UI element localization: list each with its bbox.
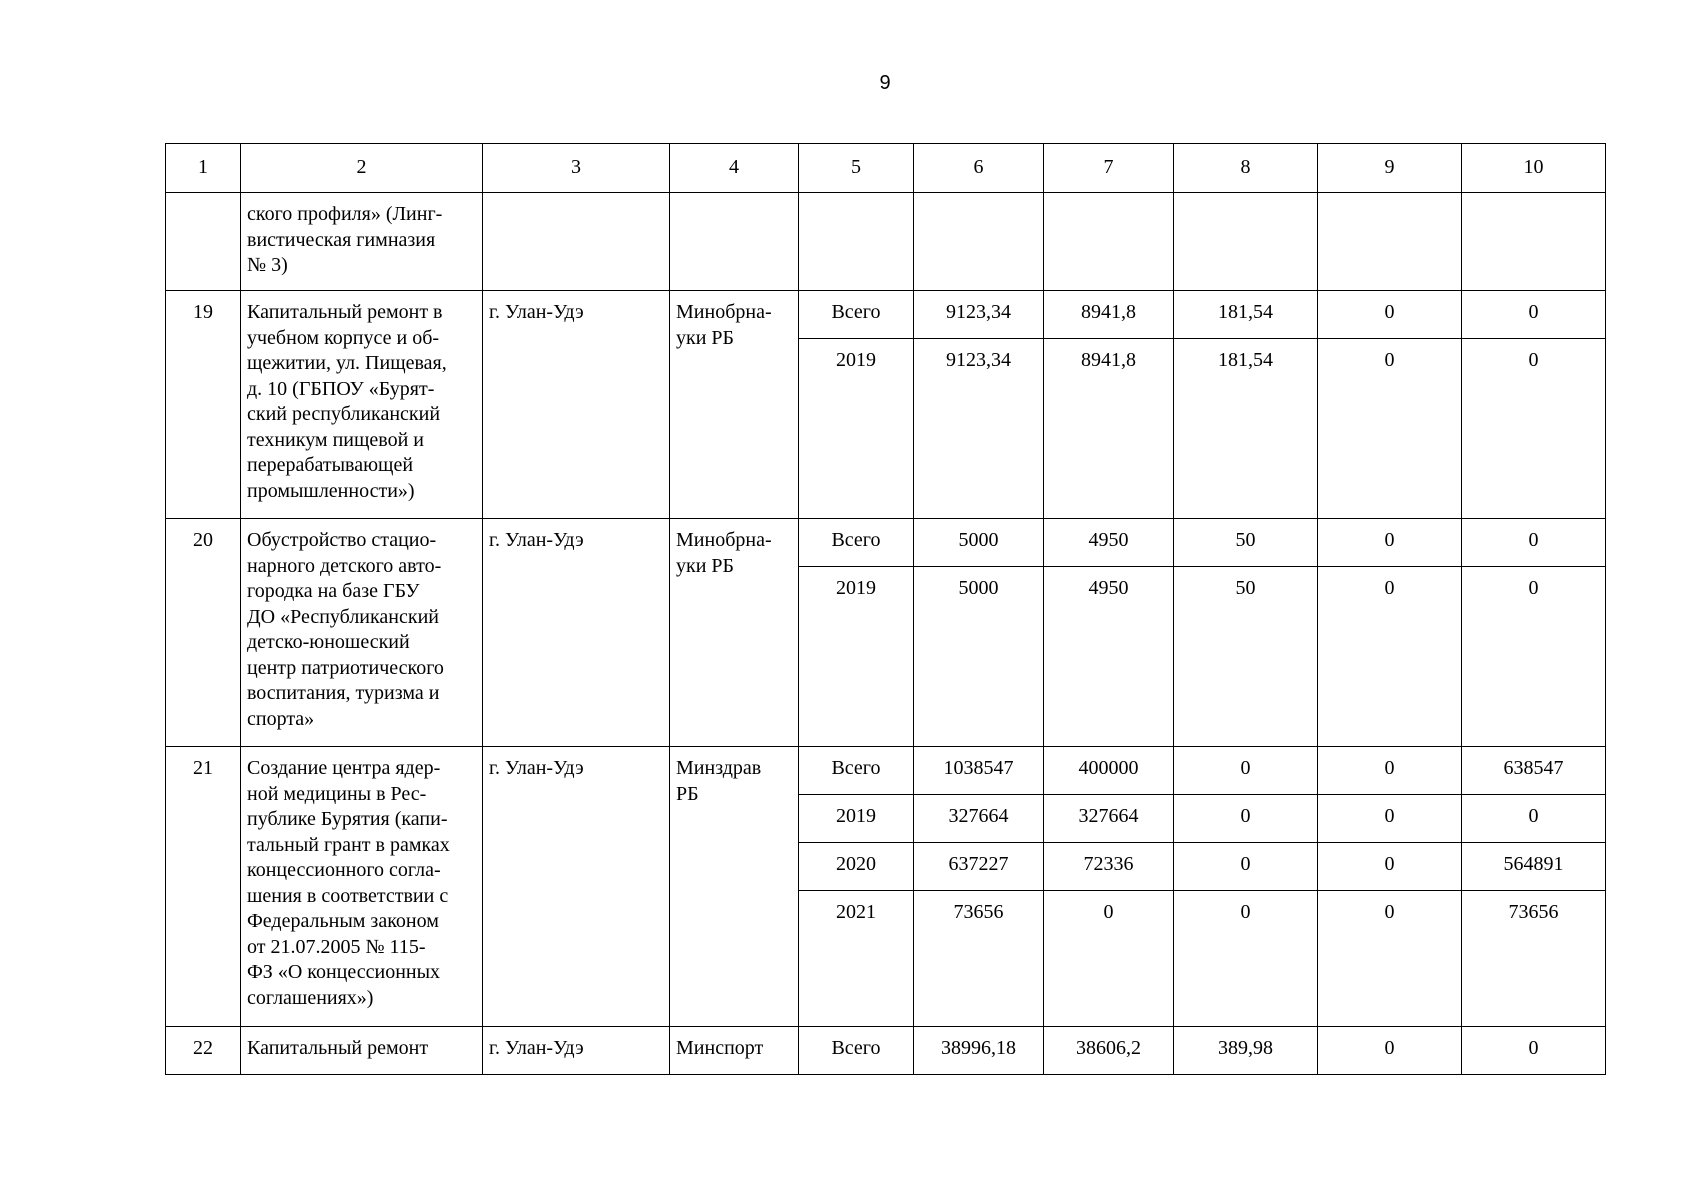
cell-period: Всего bbox=[799, 1027, 914, 1075]
cell-col6: 327664 bbox=[914, 795, 1044, 843]
cell-period: Всего bbox=[799, 747, 914, 795]
table-row bbox=[166, 519, 1606, 567]
name-line: концессионного согла- bbox=[247, 859, 441, 881]
cell-col7 bbox=[1044, 193, 1174, 291]
cell-col10 bbox=[1462, 193, 1606, 291]
name-line: воспитания, туризма и bbox=[247, 682, 440, 704]
header-cell: 5 bbox=[799, 144, 914, 193]
header-cell: 9 bbox=[1318, 144, 1462, 193]
cell-place: г. Улан-Удэ bbox=[483, 747, 670, 1027]
cell-name bbox=[241, 193, 483, 291]
name-line: д. 10 (ГБПОУ «Бурят- bbox=[247, 377, 435, 400]
cell-col9: 0 bbox=[1318, 519, 1462, 567]
name-line: спорта» bbox=[247, 707, 315, 730]
cell-org bbox=[670, 519, 799, 747]
cell-col8: 181,54 bbox=[1174, 291, 1318, 339]
cell-col8: 0 bbox=[1174, 891, 1318, 1027]
cell-col7: 38606,2 bbox=[1044, 1027, 1174, 1075]
table-row bbox=[166, 747, 1606, 795]
cell-col6: 73656 bbox=[914, 891, 1044, 1027]
cell-col6: 5000 bbox=[914, 519, 1044, 567]
name-line: публике Бурятия (капи- bbox=[247, 808, 448, 830]
name-line: Создание центра ядер- bbox=[247, 757, 441, 779]
continuation-row bbox=[166, 193, 1606, 291]
name-line: Федеральным законом bbox=[247, 910, 439, 932]
cell-col6: 637227 bbox=[914, 843, 1044, 891]
program-table bbox=[165, 143, 1606, 1075]
cell-col9: 0 bbox=[1318, 891, 1462, 1027]
header-cell: 3 bbox=[483, 144, 670, 193]
org-line: уки РБ bbox=[676, 554, 735, 577]
cell-org bbox=[670, 193, 799, 291]
cell-col8: 50 bbox=[1174, 567, 1318, 747]
name-line: ского профиля» (Линг- bbox=[247, 203, 443, 225]
cell-name bbox=[241, 1027, 483, 1075]
cell-col7: 8941,8 bbox=[1044, 339, 1174, 519]
cell-col9: 0 bbox=[1318, 567, 1462, 747]
cell-col7: 327664 bbox=[1044, 795, 1174, 843]
cell-period: 2019 bbox=[799, 795, 914, 843]
table-header-row bbox=[166, 144, 1606, 193]
cell-place: г. Улан-Удэ bbox=[483, 291, 670, 519]
org-line: уки РБ bbox=[676, 326, 735, 349]
cell-org bbox=[670, 747, 799, 1027]
cell-col6: 5000 bbox=[914, 567, 1044, 747]
cell-period: 2020 bbox=[799, 843, 914, 891]
header-cell: 6 bbox=[914, 144, 1044, 193]
name-line: учебном корпусе и об- bbox=[247, 326, 440, 349]
name-line: соглашениях») bbox=[247, 986, 374, 1009]
cell-period: Всего bbox=[799, 519, 914, 567]
cell-name bbox=[241, 519, 483, 747]
name-line: промышленности») bbox=[247, 479, 415, 502]
org-line: Минобрна- bbox=[676, 529, 772, 551]
cell-number: 22 bbox=[166, 1027, 241, 1075]
header-cell: 7 bbox=[1044, 144, 1174, 193]
org-line: Минздрав bbox=[676, 757, 762, 779]
cell-col9: 0 bbox=[1318, 1027, 1462, 1075]
cell-number: 20 bbox=[166, 519, 241, 747]
cell-col10: 0 bbox=[1462, 339, 1606, 519]
cell-col10: 0 bbox=[1462, 567, 1606, 747]
cell-org bbox=[670, 291, 799, 519]
org-line: Минобрна- bbox=[676, 301, 772, 323]
cell-number bbox=[166, 193, 241, 291]
cell-col7: 400000 bbox=[1044, 747, 1174, 795]
cell-number: 19 bbox=[166, 291, 241, 519]
cell-col8: 0 bbox=[1174, 843, 1318, 891]
cell-col8: 0 bbox=[1174, 795, 1318, 843]
cell-col10: 0 bbox=[1462, 795, 1606, 843]
table-row bbox=[166, 291, 1606, 339]
name-line: Капитальный ремонт в bbox=[247, 301, 443, 323]
cell-col10: 0 bbox=[1462, 519, 1606, 567]
name-line: вистическая гимназия bbox=[247, 228, 436, 251]
org-line: РБ bbox=[676, 782, 699, 805]
name-line: техникум пищевой и bbox=[247, 428, 424, 451]
cell-col9: 0 bbox=[1318, 795, 1462, 843]
cell-place bbox=[483, 193, 670, 291]
cell-col6: 9123,34 bbox=[914, 291, 1044, 339]
table-row bbox=[166, 1027, 1606, 1075]
cell-period: 2019 bbox=[799, 339, 914, 519]
name-line: от 21.07.2005 № 115- bbox=[247, 935, 426, 958]
cell-col8: 181,54 bbox=[1174, 339, 1318, 519]
header-cell: 1 bbox=[166, 144, 241, 193]
org-line: Минспорт bbox=[676, 1037, 764, 1059]
cell-place: г. Улан-Удэ bbox=[483, 1027, 670, 1075]
name-line: нарного детского авто- bbox=[247, 554, 442, 577]
cell-col9: 0 bbox=[1318, 291, 1462, 339]
cell-col10: 0 bbox=[1462, 291, 1606, 339]
cell-col10: 638547 bbox=[1462, 747, 1606, 795]
cell-place: г. Улан-Удэ bbox=[483, 519, 670, 747]
name-line: городка на базе ГБУ bbox=[247, 580, 420, 602]
cell-col8 bbox=[1174, 193, 1318, 291]
cell-col10: 0 bbox=[1462, 1027, 1606, 1075]
cell-col6: 1038547 bbox=[914, 747, 1044, 795]
name-line: Обустройство стацио- bbox=[247, 529, 437, 551]
header-cell: 8 bbox=[1174, 144, 1318, 193]
cell-period: 2021 bbox=[799, 891, 914, 1027]
cell-period: 2019 bbox=[799, 567, 914, 747]
cell-col6: 38996,18 bbox=[914, 1027, 1044, 1075]
name-line: Капитальный ремонт bbox=[247, 1037, 429, 1059]
name-line: ДО «Республиканский bbox=[247, 605, 439, 628]
name-line: щежитии, ул. Пищевая, bbox=[247, 352, 447, 374]
name-line: ной медицины в Рес- bbox=[247, 782, 427, 805]
name-line: № 3) bbox=[247, 254, 288, 276]
cell-col6: 9123,34 bbox=[914, 339, 1044, 519]
name-line: ФЗ «О концессионных bbox=[247, 961, 441, 983]
cell-col8: 389,98 bbox=[1174, 1027, 1318, 1075]
cell-name bbox=[241, 747, 483, 1027]
cell-col9: 0 bbox=[1318, 747, 1462, 795]
header-cell: 2 bbox=[241, 144, 483, 193]
header-cell: 4 bbox=[670, 144, 799, 193]
cell-col9: 0 bbox=[1318, 843, 1462, 891]
cell-col9 bbox=[1318, 193, 1462, 291]
cell-col9: 0 bbox=[1318, 339, 1462, 519]
cell-period: Всего bbox=[799, 291, 914, 339]
cell-number: 21 bbox=[166, 747, 241, 1027]
name-line: тальный грант в рамках bbox=[247, 833, 450, 856]
cell-col6 bbox=[914, 193, 1044, 291]
table-body bbox=[166, 291, 1606, 1075]
name-line: ский республиканский bbox=[247, 403, 441, 425]
cell-col8: 0 bbox=[1174, 747, 1318, 795]
cell-col7: 0 bbox=[1044, 891, 1174, 1027]
cell-period bbox=[799, 193, 914, 291]
name-line: перерабатывающей bbox=[247, 454, 414, 476]
name-line: шения в соответствии с bbox=[247, 884, 449, 907]
cell-col10: 73656 bbox=[1462, 891, 1606, 1027]
cell-col8: 50 bbox=[1174, 519, 1318, 567]
cell-col7: 4950 bbox=[1044, 567, 1174, 747]
cell-name bbox=[241, 291, 483, 519]
page-number: 9 bbox=[879, 72, 891, 94]
cell-org bbox=[670, 1027, 799, 1075]
name-line: центр патриотического bbox=[247, 656, 444, 679]
cell-col7: 72336 bbox=[1044, 843, 1174, 891]
name-line: детско-юношеский bbox=[247, 631, 410, 653]
header-cell: 10 bbox=[1462, 144, 1606, 193]
cell-col7: 4950 bbox=[1044, 519, 1174, 567]
cell-col7: 8941,8 bbox=[1044, 291, 1174, 339]
cell-col10: 564891 bbox=[1462, 843, 1606, 891]
